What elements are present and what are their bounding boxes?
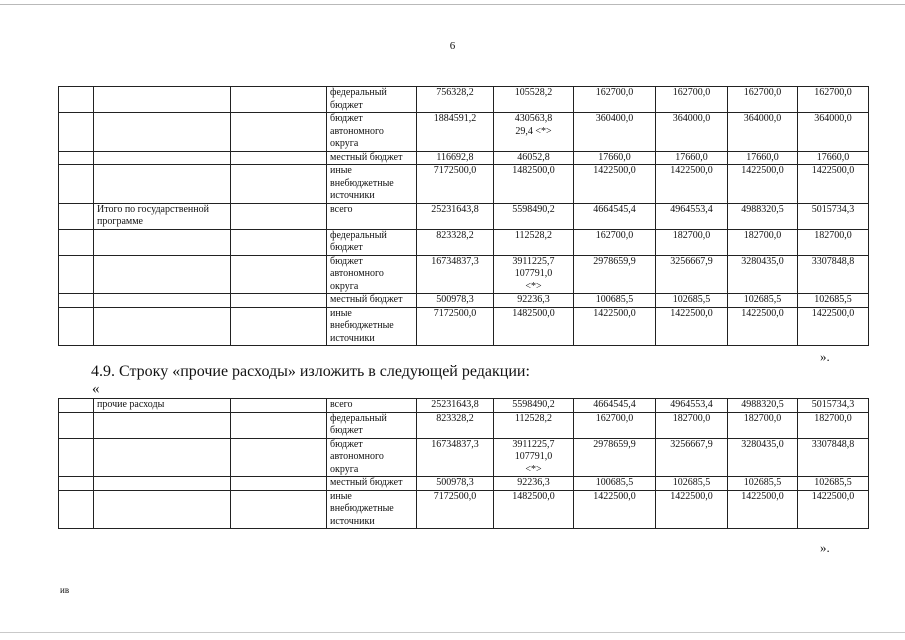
amount-cell: 364000,0	[656, 113, 728, 152]
table-row	[59, 294, 869, 308]
amount-cell: 17660,0	[728, 151, 798, 165]
page-number: 6	[449, 40, 456, 52]
amount-cell: 1422500,0	[656, 165, 728, 204]
amount-cell: 3911225,7 107791,0 <*>	[494, 255, 574, 294]
empty-cell	[231, 399, 327, 413]
program-label-cell	[94, 255, 231, 294]
amount-cell: 1422500,0	[728, 165, 798, 204]
funding-table	[58, 86, 869, 346]
funding-source-cell: местный бюджет	[327, 294, 417, 308]
amount-cell: 3280435,0	[728, 438, 798, 477]
amount-cell: 162700,0	[574, 87, 656, 113]
amount-cell: 182700,0	[728, 229, 798, 255]
empty-cell	[231, 294, 327, 308]
amount-cell: 1422500,0	[728, 490, 798, 529]
program-label-cell	[94, 113, 231, 152]
funding-source-cell: федеральный бюджет	[327, 87, 417, 113]
amount-cell: 3307848,8	[798, 438, 869, 477]
table-row	[59, 229, 869, 255]
empty-cell	[231, 307, 327, 346]
amount-cell: 1482500,0	[494, 165, 574, 204]
funding-source-cell: местный бюджет	[327, 151, 417, 165]
amount-cell: 1482500,0	[494, 490, 574, 529]
amount-cell: 1422500,0	[798, 490, 869, 529]
funding-source-cell: федеральный бюджет	[327, 412, 417, 438]
amount-cell: 16734837,3	[417, 255, 494, 294]
row-label-cell	[94, 477, 231, 491]
amount-cell: 430563,8 29,4 <*>	[494, 113, 574, 152]
amount-cell: 5598490,2	[494, 399, 574, 413]
empty-cell	[231, 203, 327, 229]
funding-source-cell: федеральный бюджет	[327, 229, 417, 255]
table-row	[59, 399, 869, 413]
amount-cell: 162700,0	[728, 87, 798, 113]
amount-cell: 162700,0	[574, 412, 656, 438]
funding-source-cell: иные внебюджетные источники	[327, 307, 417, 346]
row-label-cell	[94, 412, 231, 438]
empty-cell	[231, 229, 327, 255]
empty-cell	[231, 87, 327, 113]
program-label-cell: Итого по государственной программе	[94, 203, 231, 229]
amount-cell: 500978,3	[417, 294, 494, 308]
amount-cell: 17660,0	[656, 151, 728, 165]
empty-cell	[231, 255, 327, 294]
amount-cell: 360400,0	[574, 113, 656, 152]
amount-cell: 25231643,8	[417, 203, 494, 229]
program-label-cell	[94, 151, 231, 165]
amount-cell: 92236,3	[494, 477, 574, 491]
amount-cell: 182700,0	[798, 229, 869, 255]
other-expenses-table	[58, 398, 869, 529]
amount-cell: 3256667,9	[656, 255, 728, 294]
table-row	[59, 438, 869, 477]
amount-cell: 3280435,0	[728, 255, 798, 294]
amount-cell: 823328,2	[417, 229, 494, 255]
empty-cell	[59, 203, 94, 229]
amount-cell: 3307848,8	[798, 255, 869, 294]
amount-cell: 102685,5	[798, 477, 869, 491]
amount-cell: 4964553,4	[656, 203, 728, 229]
empty-cell	[59, 165, 94, 204]
amount-cell: 112528,2	[494, 229, 574, 255]
table-row	[59, 151, 869, 165]
empty-cell	[59, 229, 94, 255]
funding-source-cell: бюджет автономного округа	[327, 113, 417, 152]
table-row	[59, 113, 869, 152]
empty-cell	[59, 294, 94, 308]
table-row	[59, 203, 869, 229]
amount-cell: 823328,2	[417, 412, 494, 438]
amount-cell: 162700,0	[798, 87, 869, 113]
amount-cell: 1422500,0	[574, 307, 656, 346]
amount-cell: 7172500,0	[417, 490, 494, 529]
empty-cell	[231, 113, 327, 152]
program-label-cell	[94, 294, 231, 308]
section-heading: 4.9. Строку «прочие расходы» изложить в следующей редакции:	[91, 363, 530, 380]
amount-cell: 17660,0	[574, 151, 656, 165]
empty-cell	[59, 307, 94, 346]
amount-cell: 7172500,0	[417, 165, 494, 204]
empty-cell	[231, 165, 327, 204]
amount-cell: 1422500,0	[574, 165, 656, 204]
closing-quote-mark: ».	[820, 540, 830, 555]
funding-source-cell: бюджет автономного округа	[327, 255, 417, 294]
empty-cell	[231, 490, 327, 529]
amount-cell: 102685,5	[656, 477, 728, 491]
empty-cell	[231, 477, 327, 491]
amount-cell: 1422500,0	[656, 490, 728, 529]
program-label-cell	[94, 165, 231, 204]
amount-cell: 5598490,2	[494, 203, 574, 229]
amount-cell: 2978659,9	[574, 255, 656, 294]
amount-cell: 4988320,5	[728, 203, 798, 229]
funding-source-cell: всего	[327, 399, 417, 413]
amount-cell: 5015734,3	[798, 203, 869, 229]
table-row	[59, 87, 869, 113]
amount-cell: 162700,0	[574, 229, 656, 255]
amount-cell: 116692,8	[417, 151, 494, 165]
amount-cell: 102685,5	[798, 294, 869, 308]
amount-cell: 364000,0	[798, 113, 869, 152]
amount-cell: 1422500,0	[574, 490, 656, 529]
amount-cell: 3256667,9	[656, 438, 728, 477]
amount-cell: 364000,0	[728, 113, 798, 152]
funding-source-cell: бюджет автономного округа	[327, 438, 417, 477]
program-label-cell	[94, 307, 231, 346]
funding-source-cell: иные внебюджетные источники	[327, 165, 417, 204]
amount-cell: 105528,2	[494, 87, 574, 113]
amount-cell: 102685,5	[728, 294, 798, 308]
amount-cell: 112528,2	[494, 412, 574, 438]
footnote-initials: ив	[60, 585, 70, 595]
amount-cell: 17660,0	[798, 151, 869, 165]
amount-cell: 182700,0	[656, 229, 728, 255]
amount-cell: 1884591,2	[417, 113, 494, 152]
table-row	[59, 412, 869, 438]
amount-cell: 102685,5	[728, 477, 798, 491]
amount-cell: 756328,2	[417, 87, 494, 113]
scan-edge-bottom	[0, 632, 905, 633]
amount-cell: 1422500,0	[798, 307, 869, 346]
program-label-cell	[94, 229, 231, 255]
amount-cell: 4988320,5	[728, 399, 798, 413]
amount-cell: 5015734,3	[798, 399, 869, 413]
amount-cell: 182700,0	[656, 412, 728, 438]
amount-cell: 25231643,8	[417, 399, 494, 413]
table-row	[59, 307, 869, 346]
empty-cell	[231, 438, 327, 477]
empty-cell	[59, 477, 94, 491]
empty-cell	[59, 151, 94, 165]
opening-quote-mark: «	[92, 381, 100, 397]
amount-cell: 2978659,9	[574, 438, 656, 477]
amount-cell: 92236,3	[494, 294, 574, 308]
amount-cell: 4664545,4	[574, 399, 656, 413]
funding-source-cell: иные внебюджетные источники	[327, 490, 417, 529]
empty-cell	[231, 412, 327, 438]
empty-cell	[59, 255, 94, 294]
amount-cell: 100685,5	[574, 477, 656, 491]
amount-cell: 1482500,0	[494, 307, 574, 346]
amount-cell: 16734837,3	[417, 438, 494, 477]
amount-cell: 4664545,4	[574, 203, 656, 229]
amount-cell: 1422500,0	[728, 307, 798, 346]
empty-cell	[59, 412, 94, 438]
row-label-cell: прочие расходы	[94, 399, 231, 413]
amount-cell: 4964553,4	[656, 399, 728, 413]
amount-cell: 500978,3	[417, 477, 494, 491]
scan-edge-top	[0, 4, 905, 5]
table-row	[59, 477, 869, 491]
amount-cell: 102685,5	[656, 294, 728, 308]
amount-cell: 182700,0	[728, 412, 798, 438]
empty-cell	[59, 399, 94, 413]
amount-cell: 1422500,0	[798, 165, 869, 204]
amount-cell: 46052,8	[494, 151, 574, 165]
closing-quote-mark: ».	[820, 349, 830, 364]
empty-cell	[231, 151, 327, 165]
amount-cell: 1422500,0	[656, 307, 728, 346]
amount-cell: 7172500,0	[417, 307, 494, 346]
amount-cell: 3911225,7 107791,0 <*>	[494, 438, 574, 477]
empty-cell	[59, 113, 94, 152]
row-label-cell	[94, 438, 231, 477]
funding-source-cell: всего	[327, 203, 417, 229]
empty-cell	[59, 87, 94, 113]
table-row	[59, 165, 869, 204]
row-label-cell	[94, 490, 231, 529]
table-row	[59, 490, 869, 529]
funding-source-cell: местный бюджет	[327, 477, 417, 491]
program-label-cell	[94, 87, 231, 113]
table-row	[59, 255, 869, 294]
amount-cell: 162700,0	[656, 87, 728, 113]
amount-cell: 182700,0	[798, 412, 869, 438]
empty-cell	[59, 490, 94, 529]
amount-cell: 100685,5	[574, 294, 656, 308]
empty-cell	[59, 438, 94, 477]
